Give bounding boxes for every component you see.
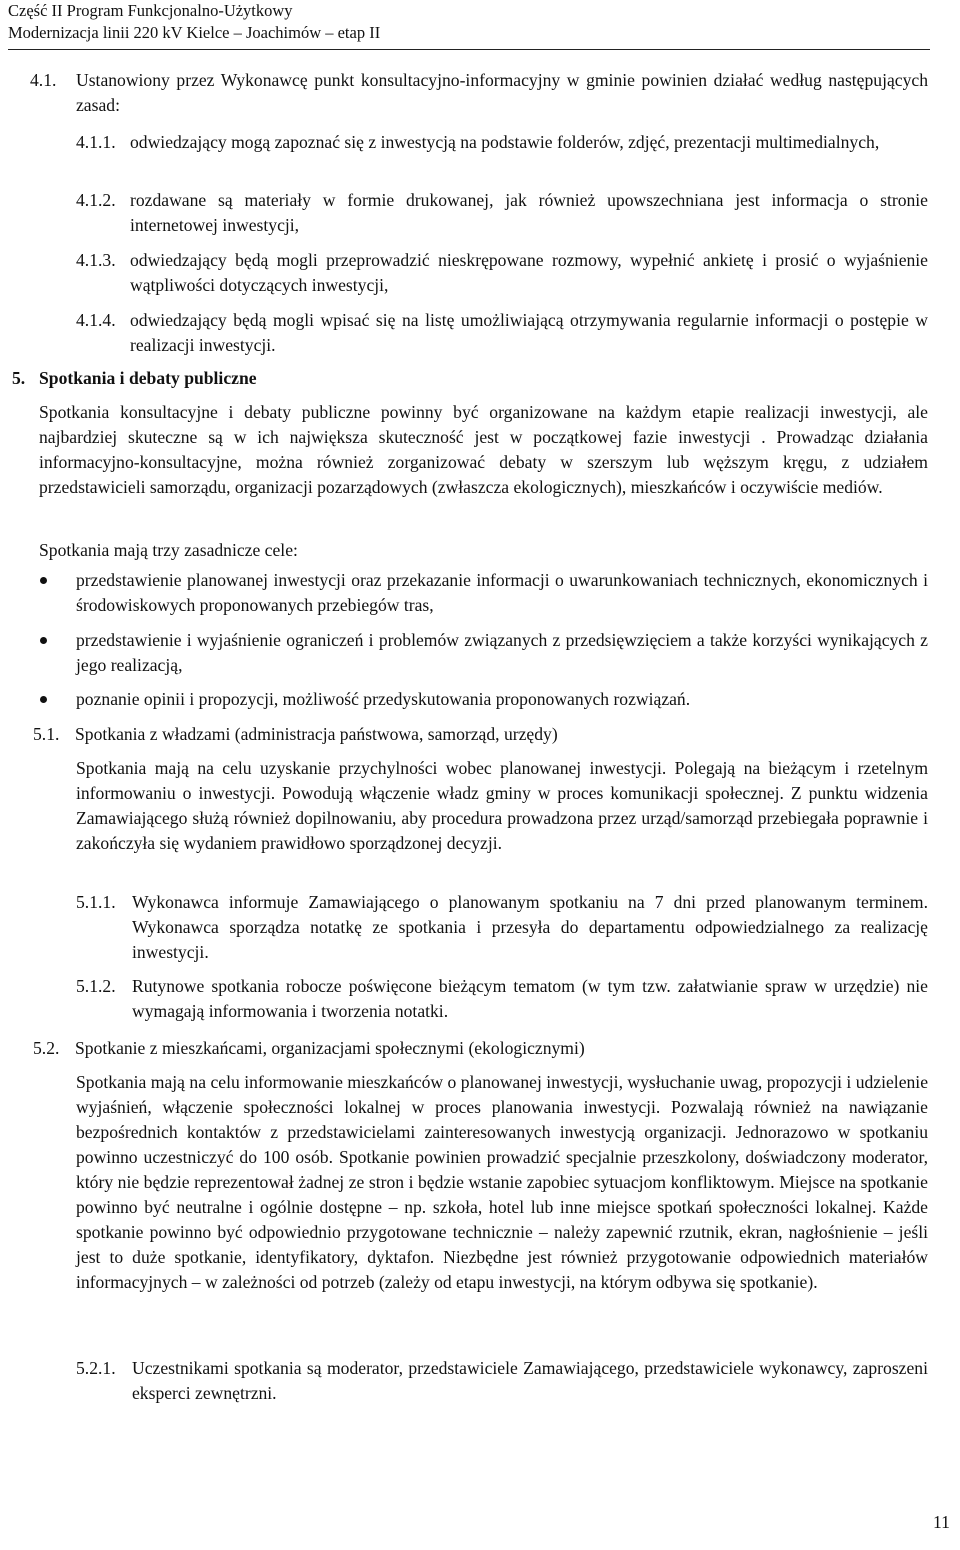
bullet-item-2: przedstawienie i wyjaśnienie ograniczeń i problemów związanych z przedsięwzięciem a także korzyści wynikających z jego realizacją, (76, 630, 928, 675)
header-line-2: Modernizacja linii 220 kV Kielce – Joachimów – etap II (8, 23, 381, 42)
section-5-1-heading (33, 722, 928, 747)
section-number: 4.1. (30, 70, 57, 90)
item-number: 4.1.3. (76, 250, 116, 270)
section-number: 5.2. (33, 1038, 60, 1058)
list-item-4-1-3 (76, 248, 928, 298)
page-number: 11 (933, 1512, 950, 1532)
section-number: 5. (12, 368, 26, 388)
item-number: 5.1.1. (76, 892, 116, 912)
item-number: 5.2.1. (76, 1358, 116, 1378)
item-text: Uczestnikami spotkania są moderator, przedstawiciele Zamawiającego, przedstawiciele wykonawcy, zaproszeni eksperci zewnętrzni. (132, 1358, 928, 1403)
section-5-2-paragraph: Spotkania mają na celu informowanie mieszkańców o planowanej inwestycji, wysłuchanie uwag, propozycji i udzielenie wyjaśnień, włączenie społeczności lokalnej w proces planowania inwestycji. Pozwalają również na nawiązanie bezpośrednich kontaktów z przedstawicielami zainteresowanych inwestycją organizacji. Jednorazowo w spotkaniu powinno uczestniczyć do 100 osób. Spotkanie powinien prowadzić specjalnie przeszkolony, doświadczony moderator, który nie będzie reprezentował żadnej ze stron i będzie wstanie zapobiec sytuacjom konfliktowym. Miejsce na spotkanie powinno być neutralne i ogólnie dostępne – np. szkoła, hotel lub inne miejsce spotkań społeczności lokalnej. Każde spotkanie powinno być odpowiednio przygotowane technicznie – należy zapewnić rzutnik, ekran, nagłośnienie – jeśli jest to duże spotkanie, identyfikatory, dyktafon. Niezbędne jest również przygotowanie odpowiednich materiałów informacyjnych – w zależności od potrzeb (zależy od etapu inwestycji, na którym odbywa się spotkanie). (76, 1072, 928, 1292)
section-5-heading (12, 366, 912, 391)
section-5-1-paragraph: Spotkania mają na celu uzyskanie przychylności wobec planowanej inwestycji. Polegają na bieżącym i rzetelnym informowaniu o inwestycji. Powodują włączenie władz gminy w proces komunikacji społecznej. Z punktu widzenia Zamawiającego służą również dopilnowaniu, aby procedura prowadzona przez urząd/samorząd przebiegała poprawnie i zakończyła się wydaniem prawidłowo sporządzonej decyzji. (76, 758, 928, 853)
item-text: Rutynowe spotkania robocze poświęcone bieżącym tematom (w tym tzw. załatwianie spraw w urzędzie) nie wymagają informowania i tworzenia notatki. (132, 976, 928, 1021)
item-number: 4.1.4. (76, 310, 116, 330)
item-number: 5.1.2. (76, 976, 116, 996)
section-4-1 (30, 68, 928, 118)
section-text: Ustanowiony przez Wykonawcę punkt konsultacyjno-informacyjny w gminie powinien działać według następujących zasad: (76, 70, 928, 115)
list-item-5-1-1 (76, 890, 928, 965)
item-text: rozdawane są materiały w formie drukowanej, jak również upowszechniana jest informacja o stronie internetowej inwestycji, (130, 190, 928, 235)
section-5-goals-intro: Spotkania mają trzy zasadnicze cele: (39, 540, 298, 560)
item-number: 4.1.2. (76, 190, 116, 210)
section-number: 5.1. (33, 724, 60, 744)
bullet-dot (40, 637, 47, 644)
header-rule (8, 49, 930, 50)
section-title: Spotkanie z mieszkańcami, organizacjami społecznymi (ekologicznymi) (75, 1038, 585, 1058)
section-5-2-heading (33, 1036, 928, 1061)
section-title: Spotkania z władzami (administracja państwowa, samorząd, urzędy) (75, 724, 558, 744)
item-text: Wykonawca informuje Zamawiającego o planowanym spotkaniu na 7 dni przed planowanym terminem. Wykonawca sporządza notatkę ze spotkania i przesyła do departamentu odpowiedzialnego za realizację inwestycji. (132, 892, 928, 962)
running-header (8, 0, 380, 44)
list-item-5-1-2 (76, 974, 928, 1024)
bullet-dot (40, 577, 47, 584)
list-item-4-1-1 (76, 130, 928, 155)
section-title: Spotkania i debaty publiczne (39, 368, 257, 388)
bullet-item-3: poznanie opinii i propozycji, możliwość przedyskutowania proponowanych rozwiązań. (76, 689, 691, 709)
item-text: odwiedzający mogą zapoznać się z inwestycją na podstawie folderów, zdjęć, prezentacji multimedialnych, (130, 132, 880, 152)
item-text: odwiedzający będą mogli wpisać się na listę umożliwiającą otrzymywania regularnie informacji o postępie w realizacji inwestycji. (130, 310, 928, 355)
bullet-item-1: przedstawienie planowanej inwestycji oraz przekazanie informacji o uwarunkowaniach technicznych, ekonomicznych i środowiskowych proponowanych przebiegów tras, (76, 570, 928, 615)
section-5-paragraph: Spotkania konsultacyjne i debaty publiczne powinny być organizowane na każdym etapie realizacji inwestycji, ale najbardziej skuteczne są w ich największa skuteczność jest w początkowej fazie inwestycji . Prowadząc działania informacyjno-konsultacyjne, można również zorganizować debaty w szerszym lub węższym kręgu, z udziałem przedstawicieli samorządu, organizacji pozarządowych (zwłaszcza ekologicznych), mieszkańców i oczywiście mediów. (39, 402, 928, 497)
list-item-5-2-1 (76, 1356, 928, 1406)
header-line-1: Część II Program Funkcjonalno-Użytkowy (8, 1, 293, 20)
item-text: odwiedzający będą mogli przeprowadzić nieskrępowane rozmowy, wypełnić ankietę i prosić o wyjaśnienie wątpliwości dotyczących inwestycji, (130, 250, 928, 295)
list-item-4-1-4 (76, 308, 928, 358)
list-item-4-1-2 (76, 188, 928, 238)
bullet-dot (40, 696, 47, 703)
item-number: 4.1.1. (76, 132, 116, 152)
